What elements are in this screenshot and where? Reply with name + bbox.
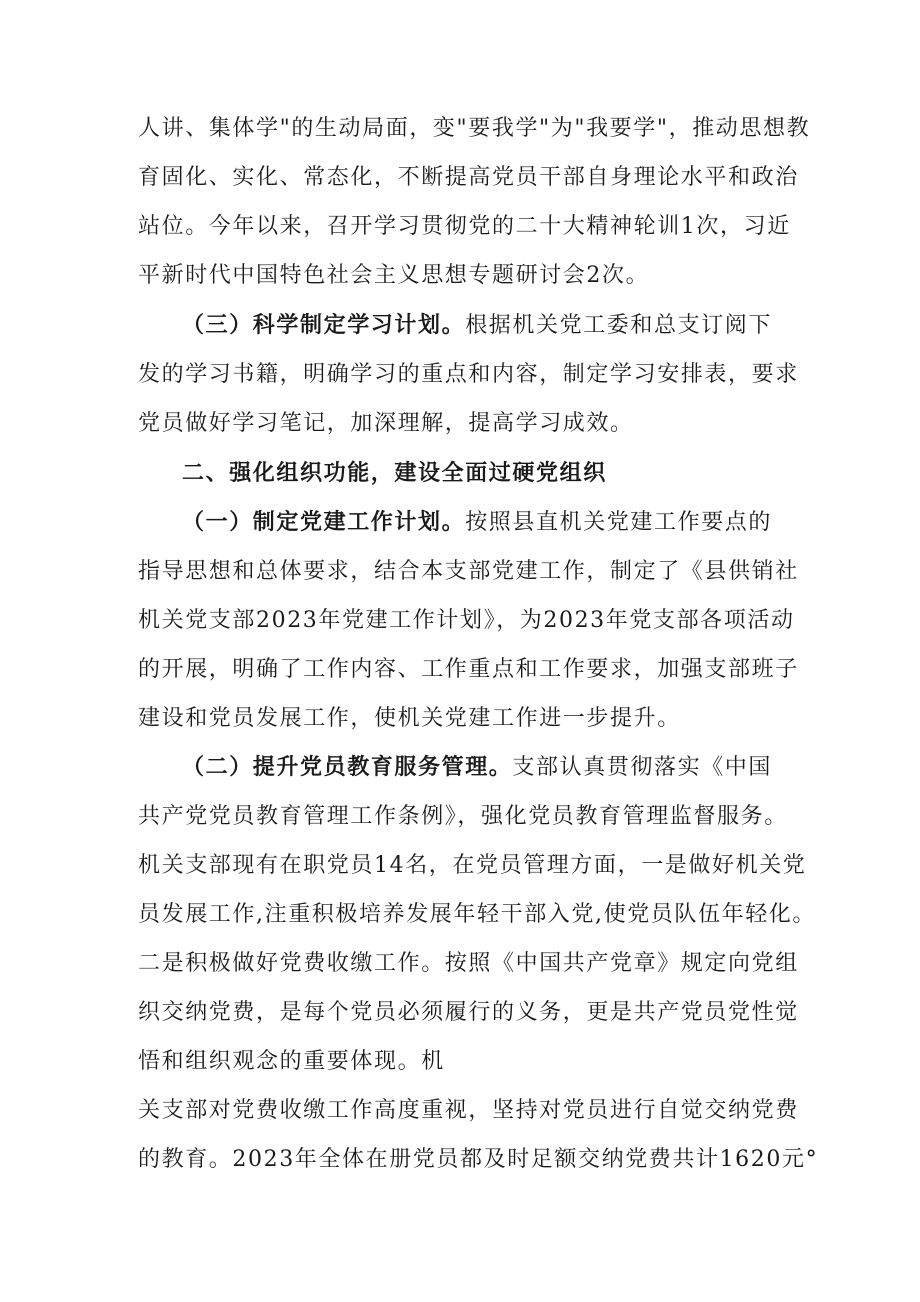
paragraph-line: 共产党党员教育管理工作条例》，强化党员教育管理监督服务。 — [138, 804, 788, 829]
section-2-paragraph-1-text: 按照县直机关党建工作要点的 — [465, 510, 773, 535]
paragraph-line: 的教育。2023年全体在册党员都及时足额交纳党费共计1620元° — [138, 1147, 819, 1172]
paragraph-line: 站位。今年以来，召开学习贯彻党的二十大精神轮训1次，习近 — [138, 214, 791, 239]
paragraph-line: 员发展工作,注重积极培养发展年轻干部入党,使党员队伍年轻化。 — [138, 902, 816, 927]
paragraph-line: 指导思想和总体要求，结合本支部党建工作，制定了《县供销社 — [138, 559, 799, 584]
paragraph-line: 党员做好学习笔记，加深理解，提高学习成效。 — [138, 411, 634, 436]
section-2-paragraph-1-first-line — [182, 508, 842, 538]
paragraph-3-title: （三）科学制定学习计划。 — [182, 313, 466, 338]
paragraph-line: 机关党支部2023年党建工作计划》，为2023年党支部各项活动 — [138, 608, 795, 633]
paragraph-3-text: 根据机关党工委和总支订阅下 — [465, 313, 773, 338]
paragraph-line: 织交纳党费，是每个党员必须履行的义务，更是共产党员党性觉 — [138, 1000, 799, 1025]
section-heading: 二、强化组织功能，建设全面过硬党组织 — [182, 461, 607, 486]
section-2-paragraph-2-first-line — [182, 753, 842, 783]
paragraph-3-first-line — [182, 311, 842, 341]
paragraph-line: 平新时代中国特色社会主义思想专题研讨会2次。 — [138, 263, 650, 288]
section-2-paragraph-1-title: （一）制定党建工作计划。 — [182, 510, 466, 535]
paragraph-line: 建设和党员发展工作，使机关党建工作进一步提升。 — [138, 706, 681, 731]
paragraph-line: 人讲、集体学"的生动局面，变"要我学"为"我要学"，推动思想教 — [138, 116, 811, 141]
section-2-paragraph-2-text: 支部认真贯彻落实《中国 — [512, 755, 773, 780]
paragraph-line: 关支部对党费收缴工作高度重视，坚持对党员进行自觉交纳党费 — [138, 1098, 799, 1123]
paragraph-line: 机关支部现有在职党员14名，在党员管理方面，一是做好机关党 — [138, 853, 807, 878]
paragraph-line: 发的学习书籍，明确学习的重点和内容，制定学习安排表，要求 — [138, 362, 799, 387]
paragraph-line: 二是积极做好党费收缴工作。按照《中国共产党章》规定向党组 — [138, 951, 799, 976]
paragraph-line: 的开展，明确了工作内容、工作重点和工作要求，加强支部班子 — [138, 657, 799, 682]
paragraph-line: 悟和组织观念的重要体现。机 — [138, 1049, 445, 1074]
section-2-paragraph-2-title: （二）提升党员教育服务管理。 — [182, 755, 513, 780]
paragraph-line: 育固化、实化、常态化，不断提高党员干部自身理论水平和政治 — [138, 165, 799, 190]
